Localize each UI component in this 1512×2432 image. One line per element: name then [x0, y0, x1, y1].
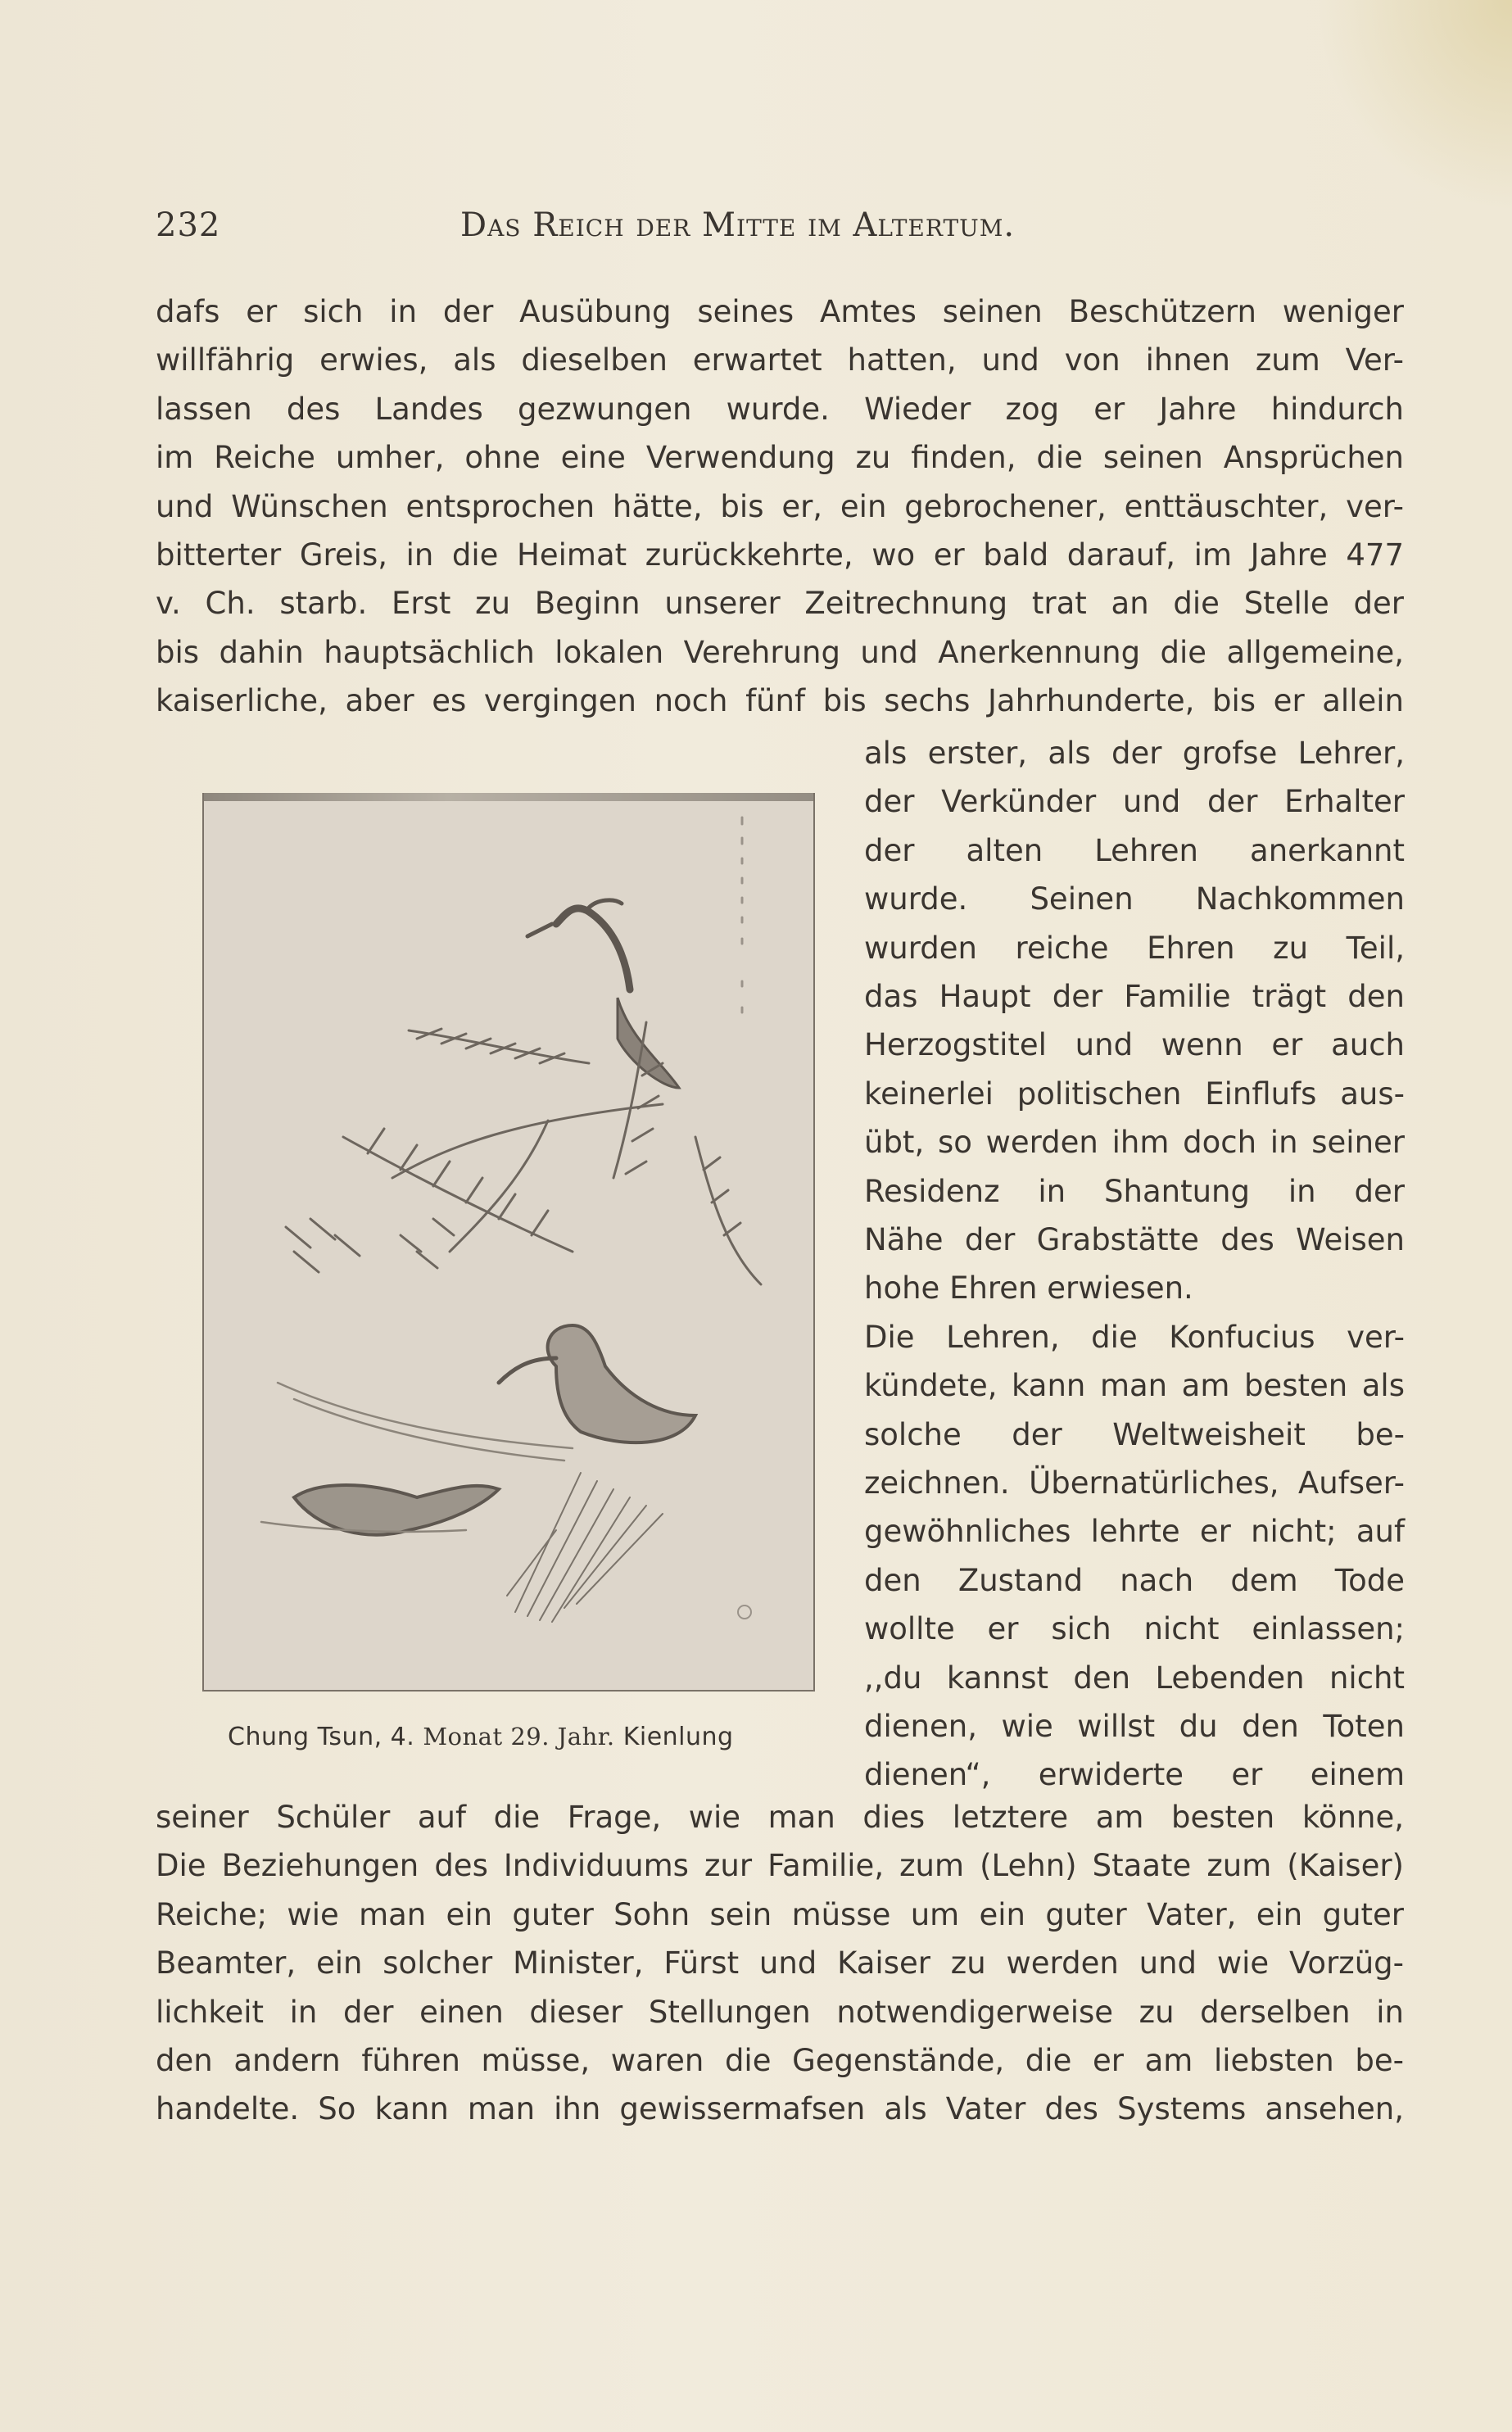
- text-line: gewöhnliches lehrte er nicht; auf: [864, 1514, 1405, 1550]
- running-title: Das Reich der Mitte im Altertum.: [460, 206, 1016, 244]
- text-line: wurden reiche Ehren zu Teil,: [864, 930, 1405, 966]
- duck-upper-head: [499, 1358, 556, 1383]
- text-line: seiner Schüler auf die Frage, wie man dies letztere am besten könne,: [156, 1800, 1404, 1835]
- text-line: Reiche; wie man ein guter Sohn sein müsse um ein guter Vater, ein guter: [156, 1896, 1404, 1932]
- text-line: willfährig erwies, als dieselben erwartet hatten, und von ihnen zum Ver-: [156, 342, 1404, 378]
- text-line: Residenz in Shantung in der: [864, 1173, 1405, 1209]
- text-line: dienen, wie willst du den Toten: [864, 1709, 1405, 1744]
- text-line: Herzogstitel und wenn er auch: [864, 1027, 1405, 1063]
- reeds: [507, 1473, 663, 1622]
- text-line: keinerlei politischen Einflufs aus-: [864, 1076, 1405, 1112]
- text-line: dienen“, erwiderte er einem: [864, 1757, 1405, 1793]
- text-line: das Haupt der Familie trägt den: [864, 979, 1405, 1014]
- text-line: solche der Weltweisheit be-: [864, 1416, 1405, 1452]
- text-line: wollte er sich nicht einlassen;: [864, 1611, 1405, 1647]
- text-line: im Reiche umher, ohne eine Verwendung zu finden, die seinen Ansprüchen: [156, 440, 1404, 476]
- text-line: bitterter Greis, in die Heimat zurückkehrte, wo er bald darauf, im Jahre 477: [156, 537, 1404, 573]
- duck-upper: [548, 1325, 695, 1442]
- text-line: Die Beziehungen des Individuums zur Familie, zum (Lehn) Staate zum (Kaiser): [156, 1848, 1404, 1884]
- text-line: bis dahin hauptsächlich lokalen Verehrung und Anerkennung die allgemeine,: [156, 634, 1404, 670]
- text-line: als erster, als der grofse Lehrer,: [864, 736, 1405, 771]
- duck-lower: [294, 1485, 499, 1535]
- figure-caption: [228, 1723, 734, 1751]
- illustration-plate: [202, 793, 815, 1692]
- text-line: dafs er sich in der Ausübung seines Amtes seinen Beschützern weniger: [156, 294, 1404, 329]
- text-line: kündete, kann man am besten als: [864, 1368, 1405, 1404]
- page-discoloration: [1315, 0, 1512, 213]
- text-line: der alten Lehren anerkannt: [864, 832, 1405, 868]
- text-line: zeichnen. Übernatürliches, Aufser-: [864, 1465, 1405, 1501]
- artist-seal: [738, 1605, 751, 1619]
- text-line: lichkeit in der einen dieser Stellungen notwendigerweise zu derselben in: [156, 1994, 1404, 2030]
- page-number: 232: [156, 206, 221, 244]
- text-line: ,,du kannst den Lebenden nicht: [864, 1660, 1405, 1696]
- caption-part-3: Kienlung: [622, 1723, 734, 1751]
- text-line: übt, so werden ihm doch in seiner: [864, 1125, 1405, 1161]
- willow-leaves: [286, 1022, 761, 1284]
- caption-part-1: Chung Tsun, 4.: [228, 1723, 415, 1751]
- text-line: wurde. Seinen Nachkommen: [864, 881, 1405, 917]
- text-line: der Verkünder und der Erhalter: [864, 784, 1405, 820]
- text-line: lassen des Landes gezwungen wurde. Wieder zog er Jahre hindurch: [156, 391, 1404, 427]
- text-line: den andern führen müsse, waren die Gegenstände, die er am liebsten be-: [156, 2043, 1404, 2078]
- text-line: den Zustand nach dem Tode: [864, 1562, 1405, 1598]
- text-line: Die Lehren, die Konfucius ver-: [864, 1319, 1405, 1355]
- text-line: v. Ch. starb. Erst zu Beginn unserer Zeitrechnung trat an die Stelle der: [156, 586, 1404, 622]
- running-header: [156, 206, 1401, 256]
- text-line: Nähe der Grabstätte des Weisen: [864, 1222, 1405, 1257]
- caption-part-2: Monat 29. Jahr.: [423, 1723, 615, 1750]
- heron-neck: [556, 908, 630, 990]
- text-line: Beamter, ein solcher Minister, Fürst und Kaiser zu werden und wie Vorzüg-: [156, 1945, 1404, 1981]
- text-line: handelte. So kann man ihn gewissermafsen als Vater des Systems ansehen,: [156, 2091, 1404, 2127]
- text-line: kaiserliche, aber es vergingen noch fünf bis sechs Jahrhunderte, bis er allein: [156, 683, 1404, 719]
- heron-body: [618, 998, 679, 1088]
- heron-and-ducks-illustration: [204, 793, 813, 1690]
- text-line: hohe Ehren erwiesen.: [864, 1270, 1193, 1307]
- text-line: und Wünschen entsprochen hätte, bis er, ein gebrochener, enttäuschter, ver-: [156, 488, 1404, 524]
